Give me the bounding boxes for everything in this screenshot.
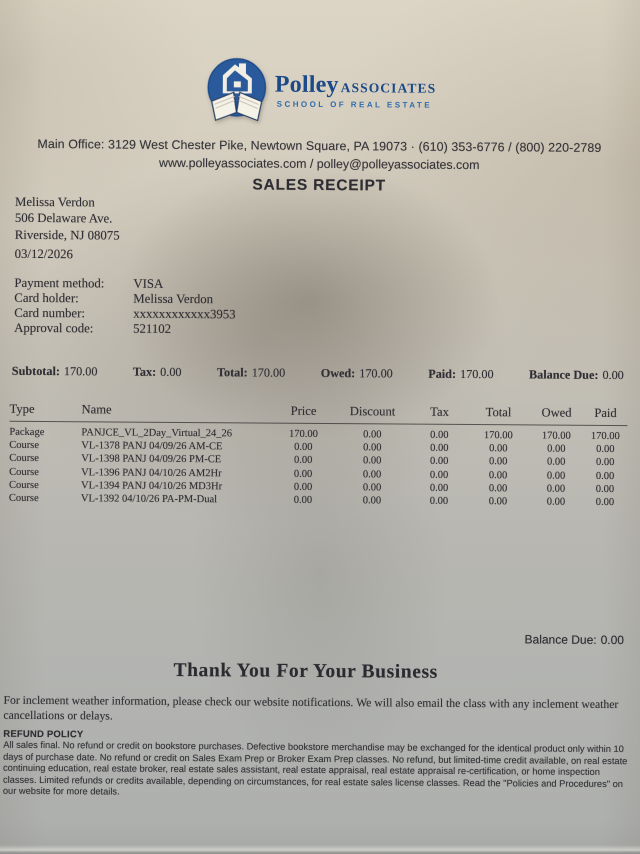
logo-name-line <box>275 72 437 100</box>
col-type: Type <box>9 401 35 416</box>
col-price: Price <box>290 403 317 418</box>
subtotal: Subtotal: 170.00 <box>11 363 98 379</box>
website-email-line: www.polleyassociates.com / polley@polleyassociates.com <box>159 155 480 173</box>
logo <box>206 57 437 123</box>
items-table <box>9 402 628 510</box>
customer-name: Melissa Verdon <box>14 194 95 210</box>
house-book-icon <box>206 57 268 121</box>
card-holder-value: Melissa Verdon <box>133 291 214 307</box>
table-row: Course VL-1398 PANJ 04/09/26 PM-CE 0.00 0.00 0.00 0.00 0.00 0.00 <box>9 453 615 469</box>
table-row: Course VL-1394 PANJ 04/10/26 MD3Hr 0.00 0.00 0.00 0.00 0.00 0.00 <box>8 479 615 495</box>
items-table-body <box>9 426 628 510</box>
balance-due-footer-value: 0.00 <box>600 632 625 648</box>
payment-row <box>14 321 235 338</box>
approval-code-label: Approval code: <box>14 321 94 336</box>
card-number-label: Card number: <box>14 306 86 321</box>
logo-name-suffix: ASSOCIATES <box>340 80 437 96</box>
total: Total: 170.00 <box>216 365 286 380</box>
refund-policy-title: REFUND POLICY <box>3 728 84 741</box>
col-total: Total <box>485 405 512 420</box>
logo-name: Polley <box>274 71 339 99</box>
col-paid: Paid <box>594 405 617 421</box>
col-discount: Discount <box>349 404 396 419</box>
paid: Paid: 170.00 <box>428 366 494 382</box>
payment-method-value: VISA <box>133 276 164 291</box>
customer-address1: 506 Delaware Ave. <box>14 211 113 226</box>
col-owed: Owed <box>541 405 572 420</box>
payment-row <box>14 291 235 308</box>
totals-strip <box>12 364 624 383</box>
customer-block <box>15 194 120 244</box>
col-name: Name <box>81 402 112 417</box>
card-number-value: xxxxxxxxxxxx3953 <box>133 306 236 322</box>
logo-tagline: SCHOOL OF REAL ESTATE <box>276 99 433 110</box>
table-row: Course VL-1392 04/10/26 PA-PM-Dual 0.00 0.00 0.00 0.00 0.00 0.00 <box>8 492 615 509</box>
refund-policy-text: All sales final. No refund or credit on bookstore purchases. Defective bookstore merchandise may be exchanged for the identical product only within 10 days of purchase date. No refund or credit on Sales Exam Prep or Broker Exam Prep classes. No refund, but limited-time credit available, on real estate continuing education, real estate broker, real estate sales assistant, real estate appraisal, real estate appraisal re-certification, or home inspection classes. Limited refunds or credits available, depending on circumstances, for real estate sales license classes. Read the "Policies and Procedures" on our website for more details. <box>2 739 628 797</box>
balance-due-footer <box>0 629 624 647</box>
customer-address2: Riverside, NJ 08075 <box>14 227 120 243</box>
payment-row <box>14 276 235 293</box>
owed: Owed: 170.00 <box>320 365 393 381</box>
receipt-title: SALES RECEIPT <box>252 176 386 195</box>
tax: Tax: 0.00 <box>132 364 182 379</box>
paper-bottom-edge <box>0 845 640 854</box>
col-tax: Tax <box>430 404 449 419</box>
table-row: Course VL-1378 PANJ 04/09/26 AM-CE 0.00 0.00 0.00 0.00 0.00 0.00 <box>9 439 615 456</box>
payment-row <box>14 306 235 323</box>
table-row: Course VL-1396 PANJ 04/10/26 AM2Hr 0.00 0.00 0.00 0.00 0.00 0.00 <box>9 466 615 482</box>
balance-due-footer-label: Balance Due: <box>524 632 597 647</box>
office-address-line: Main Office: 3129 West Chester Pike, Newtown Square, PA 19073 · (610) 353-6776 / (800) 220-2789 <box>37 136 602 155</box>
receipt-date: 03/12/2026 <box>14 246 74 262</box>
approval-code-value: 521102 <box>133 321 172 337</box>
logo-text <box>275 72 437 110</box>
card-holder-label: Card holder: <box>14 290 79 306</box>
weather-notice: For inclement weather information, please check our website notifications. We will also email the class with any inclement weather cancellations or delays. <box>3 693 619 723</box>
balance-due: Balance Due: 0.00 <box>529 367 624 383</box>
payment-method-label: Payment method: <box>14 275 105 291</box>
items-table-header <box>9 402 627 426</box>
payment-block <box>14 276 236 338</box>
table-row: Package PANJCE_VL_2Day_Virtual_24_26 170.00 0.00 0.00 170.00 170.00 170.00 <box>9 426 620 443</box>
thank-you-message: Thank You For Your Business <box>173 659 438 683</box>
